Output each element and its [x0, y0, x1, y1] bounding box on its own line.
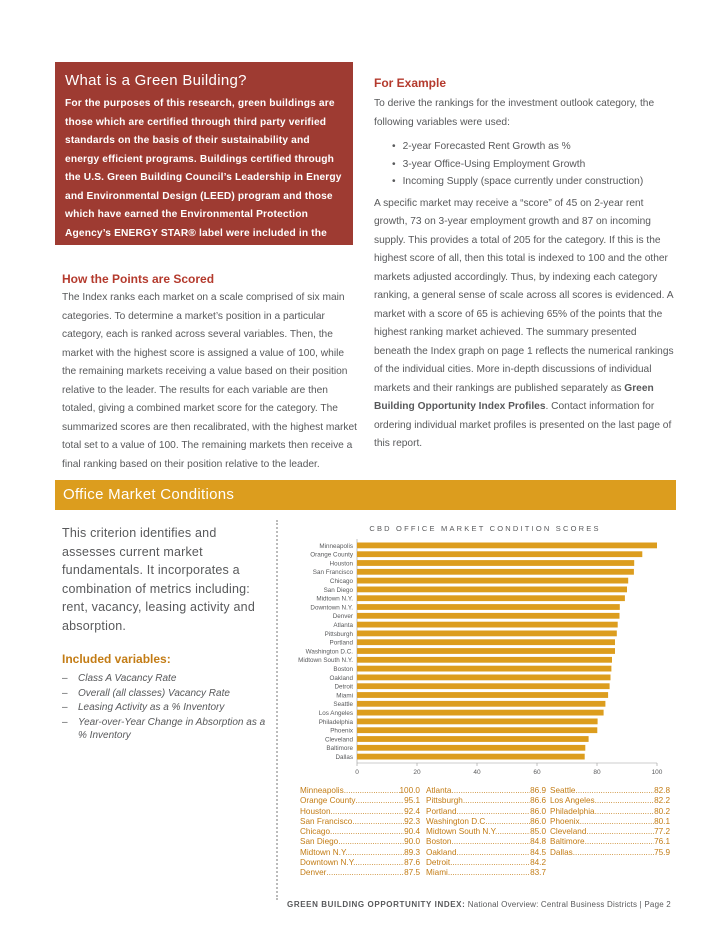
- category-label: Portland: [329, 639, 353, 647]
- category-label: San Francisco: [312, 569, 353, 577]
- office-desc-text: This criterion identifies and assesses current market fundamentals. It incorporates a combination of metrics including: rent, vacancy, leasing activity and absorption.: [62, 526, 255, 633]
- bar-downtown-n-y-: [357, 604, 620, 610]
- leader-dots: [463, 796, 530, 806]
- score-row: [300, 868, 420, 878]
- bar-baltimore: [357, 745, 585, 751]
- bar-detroit: [357, 683, 610, 689]
- example-bullet: • 2-year Forecasted Rent Growth as %: [392, 138, 674, 156]
- variable-item: [62, 687, 272, 701]
- leader-dots: [580, 817, 654, 827]
- category-label: Philadelphia: [318, 718, 353, 726]
- bar-orange-county: [357, 551, 642, 557]
- variable-label: Leasing Activity as a % Inventory: [78, 702, 225, 713]
- score-row: [300, 786, 420, 796]
- score-row: [426, 817, 546, 827]
- leader-dots: [595, 796, 654, 806]
- score-value: 80.2: [654, 806, 670, 816]
- score-row: [300, 858, 420, 868]
- variables-list: [62, 672, 272, 743]
- variable-label: Year-over-Year Change in Absorption as a % Inventory: [78, 716, 266, 741]
- category-label: Miami: [336, 692, 353, 700]
- variable-label: Class A Vacancy Rate: [78, 673, 177, 684]
- variable-label: Overall (all classes) Vacancy Rate: [78, 687, 230, 699]
- example-section: [374, 76, 674, 454]
- category-label: Detroit: [334, 683, 353, 691]
- score-market: Philadelphia: [550, 806, 595, 816]
- leader-dots: [356, 796, 405, 806]
- score-row: [550, 796, 670, 806]
- score-value: 76.1: [654, 837, 670, 847]
- leader-dots: [573, 848, 654, 858]
- chart-title: CBD OFFICE MARKET CONDITION SCORES: [369, 524, 601, 533]
- category-label: Los Angeles: [318, 710, 353, 717]
- category-label: Dallas: [335, 754, 353, 761]
- score-row: [426, 858, 546, 868]
- score-market: Pittsburgh: [426, 796, 463, 806]
- score-value: 86.6: [530, 796, 546, 806]
- page-footer: [287, 900, 687, 909]
- bar-seattle: [357, 701, 605, 707]
- score-value: 77.2: [654, 827, 670, 837]
- green-building-body: For the purposes of this research, green buildings are those which are certified through third party verified standards on the basis of their sustainability and energy efficient programs. Buildings certified through the U.S. Green Building Council’s Leadership in Energy and Environmental Design (LEED) program and those which have earned the Environmental Protection Agency’s ENERGY STAR® label were included in the compilation of data for the Index.: [65, 98, 342, 257]
- score-market: Orange County: [300, 796, 356, 806]
- score-value: 100.0: [399, 786, 420, 795]
- footer-title: GREEN BUILDING OPPORTUNITY INDEX:: [287, 900, 466, 909]
- category-label: Baltimore: [326, 745, 353, 753]
- leader-dots: [497, 827, 530, 837]
- x-tick-label: 0: [355, 769, 359, 776]
- score-market: Denver: [300, 868, 327, 878]
- score-market: Downtown N.Y.: [300, 858, 356, 868]
- leader-dots: [338, 837, 404, 847]
- profiles-link-text: Green Building Opportunity Index Profiles: [374, 382, 654, 412]
- bar-chicago: [357, 578, 628, 584]
- score-market: Seattle: [550, 786, 576, 795]
- score-value: 95.1: [404, 796, 420, 806]
- bar-san-diego: [357, 587, 627, 593]
- leader-dots: [450, 858, 530, 868]
- leader-dots: [586, 827, 654, 837]
- leader-dots: [352, 817, 404, 827]
- score-market: Boston: [426, 837, 452, 847]
- variable-item: [62, 672, 272, 686]
- score-value: 86.0: [530, 806, 546, 816]
- dash: –: [62, 673, 68, 684]
- score-value: 83.7: [530, 868, 546, 878]
- score-value: 80.1: [654, 816, 670, 826]
- bar-miami: [357, 692, 608, 698]
- score-value: 89.3: [404, 847, 420, 857]
- bar-san-francisco: [357, 569, 634, 575]
- leader-dots: [457, 848, 531, 858]
- leader-dots: [344, 786, 400, 796]
- bar-pittsburgh: [357, 631, 617, 637]
- leader-dots: [326, 868, 404, 878]
- category-label: San Diego: [323, 586, 353, 594]
- example-body-end: . Contact information for ordering individual market profiles is presented on the last page of this report.: [374, 401, 672, 449]
- score-row: [550, 848, 670, 858]
- scores-column-1: [300, 786, 420, 879]
- green-building-title: What is a Green Building?: [65, 72, 247, 89]
- score-market: Dallas: [550, 847, 573, 857]
- bar-phoenix: [357, 727, 597, 733]
- example-body: [374, 195, 674, 454]
- example-bullet: • Incoming Supply (space currently under construction): [392, 173, 674, 191]
- leader-dots: [585, 837, 654, 847]
- score-market: Oakland: [426, 847, 457, 857]
- bar-minneapolis: [357, 543, 657, 549]
- points-body: The Index ranks each market on a scale comprised of six main categories. To determine a market’s position in a particular category, each is ranked across several variables. Then, the market with the highest score is assigned a value of 100, while the remaining markets receiving a value based on their position relative to the leader. The results for each variable are then totaled, giving a combined market score for the category. The summarized scores are then recalibrated, with the highest market total set to a value of 100. The remaining markets then receive a final ranking based on their position relative to the leader.: [62, 292, 358, 470]
- score-row: [300, 837, 420, 847]
- leader-dots: [331, 807, 405, 817]
- score-value: 85.0: [530, 827, 546, 837]
- bar-midtown-south-n-y-: [357, 657, 612, 663]
- score-market: Phoenix: [550, 816, 580, 826]
- scores-column-3: [550, 786, 670, 858]
- bar-los-angeles: [357, 710, 604, 716]
- score-row: [300, 827, 420, 837]
- dash: –: [62, 716, 68, 728]
- scores-column-2: [426, 786, 546, 879]
- score-value: 86.0: [530, 816, 546, 826]
- score-row: [426, 807, 546, 817]
- score-market: Houston: [300, 806, 331, 816]
- bar-washington-d-c-: [357, 648, 615, 654]
- points-title: How the Points are Scored: [62, 272, 215, 286]
- bar-dallas: [357, 754, 585, 760]
- score-row: [300, 796, 420, 806]
- score-market: San Francisco: [300, 816, 353, 826]
- score-value: 90.4: [404, 827, 420, 837]
- category-label: Houston: [329, 560, 353, 568]
- bar-houston: [357, 560, 634, 566]
- leader-dots: [576, 786, 655, 796]
- category-label: Cleveland: [324, 736, 353, 744]
- x-tick-label: 60: [533, 769, 541, 776]
- included-variables-title: Included variables:: [62, 652, 171, 666]
- score-market: Cleveland: [550, 827, 587, 837]
- leader-dots: [355, 858, 404, 868]
- score-row: [426, 868, 546, 878]
- bar-chart: [285, 537, 675, 779]
- category-label: Boston: [333, 666, 353, 673]
- category-label: Orange County: [310, 551, 353, 559]
- example-title: For Example: [374, 76, 447, 90]
- score-market: Baltimore: [550, 837, 585, 847]
- score-row: [426, 796, 546, 806]
- leader-dots: [330, 827, 404, 837]
- score-row: [550, 817, 670, 827]
- category-label: Minneapolis: [319, 542, 353, 550]
- score-row: [550, 807, 670, 817]
- score-value: 84.8: [530, 837, 546, 847]
- score-value: 84.2: [530, 858, 546, 868]
- footer-text: National Overview: Central Business Districts | Page 2: [465, 900, 671, 909]
- bar-boston: [357, 666, 611, 672]
- score-market: Midtown South N.Y.: [426, 827, 498, 837]
- category-label: Midtown N.Y.: [316, 595, 353, 603]
- category-label: Chicago: [329, 578, 353, 585]
- score-row: [300, 807, 420, 817]
- score-value: 82.8: [654, 786, 670, 795]
- score-row: [550, 837, 670, 847]
- score-row: [300, 848, 420, 858]
- green-building-box: [55, 62, 353, 257]
- score-market: Chicago: [300, 827, 331, 837]
- leader-dots: [452, 837, 531, 847]
- score-row: [426, 827, 546, 837]
- example-bullets: [392, 138, 674, 191]
- score-row: [550, 786, 670, 796]
- score-row: [426, 786, 546, 796]
- score-value: 92.3: [404, 816, 420, 826]
- score-market: Miami: [426, 868, 448, 878]
- score-market: Midtown N.Y.: [300, 847, 348, 857]
- bar-denver: [357, 613, 620, 619]
- score-market: Detroit: [426, 858, 451, 868]
- category-label: Downtown N.Y.: [310, 604, 353, 612]
- example-bullet: • 3-year Office-Using Employment Growth: [392, 156, 674, 174]
- category-label: Pittsburgh: [324, 630, 353, 638]
- leader-dots: [452, 786, 531, 796]
- score-value: 90.0: [404, 837, 420, 847]
- category-label: Midtown South N.Y.: [298, 657, 353, 665]
- bar-cleveland: [357, 736, 589, 742]
- category-label: Oakland: [329, 674, 353, 682]
- leader-dots: [595, 807, 654, 817]
- leader-dots: [488, 817, 530, 827]
- score-row: [300, 817, 420, 827]
- category-label: Seattle: [333, 701, 353, 709]
- score-value: 84.5: [530, 847, 546, 857]
- score-value: 87.5: [404, 868, 420, 878]
- score-market: Atlanta: [426, 786, 452, 795]
- example-body-text: A specific market may receive a “score” of 45 on 2-year rent growth, 73 on 3-year employment growth and 87 on incoming supply. This provides a total of 205 for the category. If this is the highest score of all, then this total is indexed to 100 and the other markets adjusted accordingly. Thus, by indexing each category ranking, a general sense of scale across all scores is evidenced. A market with a score of 65 is achieving 65% of the points that the highest ranking market achieved. The summary presented beneath the Index graph on page 1 reflects the numerical rankings of the individual cities. More in-depth discussions of individual markets and their rankings are published separately as: [374, 197, 674, 394]
- score-value: 87.6: [404, 858, 420, 868]
- leader-dots: [457, 807, 531, 817]
- bar-oakland: [357, 675, 611, 681]
- score-row: [426, 848, 546, 858]
- leader-dots: [448, 868, 530, 878]
- score-market: Minneapolis: [300, 786, 344, 795]
- score-row: [426, 837, 546, 847]
- dash: –: [62, 702, 68, 713]
- score-value: 82.2: [654, 796, 670, 806]
- dash: –: [62, 687, 68, 699]
- category-label: Denver: [332, 613, 353, 621]
- example-intro: To derive the rankings for the investment outlook category, the following variables were used:: [374, 98, 655, 128]
- office-banner: Office Market Conditions: [55, 480, 676, 510]
- variable-item: [62, 701, 272, 715]
- leader-dots: [348, 848, 404, 858]
- x-tick-label: 40: [473, 769, 481, 776]
- score-market: Washington D.C.: [426, 816, 488, 826]
- bar-midtown-n-y-: [357, 595, 625, 601]
- points-section: [62, 272, 360, 474]
- x-tick-label: 100: [651, 769, 663, 776]
- category-label: Washington D.C.: [305, 648, 353, 656]
- dotted-divider: [276, 520, 278, 900]
- score-market: Los Angeles: [550, 796, 595, 806]
- office-description: [62, 524, 272, 744]
- score-value: 75.9: [654, 847, 670, 857]
- score-market: Portland: [426, 806, 457, 816]
- score-market: San Diego: [300, 837, 339, 847]
- bar-philadelphia: [357, 719, 598, 725]
- score-value: 86.9: [530, 786, 546, 795]
- score-row: [550, 827, 670, 837]
- x-tick-label: 80: [593, 769, 601, 776]
- score-value: 92.4: [404, 806, 420, 816]
- bar-atlanta: [357, 622, 618, 628]
- variable-item: [62, 716, 272, 743]
- bar-portland: [357, 639, 615, 645]
- category-label: Phoenix: [330, 727, 353, 735]
- category-label: Atlanta: [333, 622, 353, 629]
- x-tick-label: 20: [413, 769, 421, 776]
